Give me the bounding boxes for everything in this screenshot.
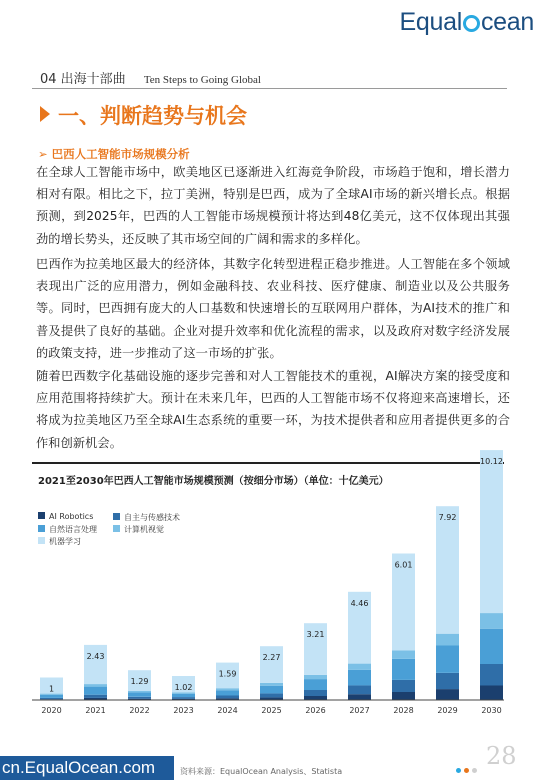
data-label: 1: [48, 684, 55, 694]
bar-segment: [172, 694, 195, 697]
bar-segment: [84, 687, 107, 695]
x-tick-label: 2022: [129, 706, 150, 715]
footer-source: 资料来源：EqualOcean Analysis、Statista: [180, 767, 343, 776]
footer-site-link[interactable]: cn.EqualOcean.com: [0, 756, 174, 780]
bar-segment: [392, 692, 415, 700]
legend-item-autonomous-sensing: 自主与传感技术: [113, 512, 180, 523]
bar-segment: [216, 688, 239, 690]
equalocean-logo: Equal cean: [399, 8, 534, 36]
data-label: 1.02: [174, 683, 193, 692]
data-label: 1.59: [218, 669, 237, 679]
bar-segment: [348, 685, 371, 694]
x-tick-label: 2029: [437, 706, 458, 715]
x-tick-label: 2024: [217, 706, 238, 715]
data-label: 7.92: [438, 513, 457, 523]
bar-segment: [436, 689, 459, 700]
bar-segment: [480, 450, 503, 613]
bar-segment: [84, 645, 107, 684]
bar-segment: [260, 646, 283, 683]
bar-segment: [436, 506, 459, 634]
chapter-title: 一、判断趋势与机会: [40, 100, 247, 130]
bar-segment: [128, 691, 151, 692]
bar-segment: [392, 650, 415, 659]
x-tick-label: 2025: [261, 706, 282, 715]
bar-segment: [40, 698, 63, 699]
x-tick-label: 2023: [173, 706, 194, 715]
bar-segment: [260, 693, 283, 697]
legend-item-ai-robotics: AI Robotics: [38, 512, 93, 521]
bar-segment: [348, 694, 371, 700]
legend-item-machine-learning: 机器学习: [38, 536, 81, 547]
bar-segment: [128, 697, 151, 699]
data-label: 1.29: [130, 677, 149, 687]
data-label: 6.01: [394, 560, 413, 570]
bar-segment: [260, 686, 283, 694]
bar-segment: [304, 679, 327, 690]
legend-item-nlp: 自然语言处理: [38, 524, 97, 535]
bar-segment: [304, 675, 327, 679]
dot-icon: [464, 768, 469, 773]
bar-segment: [348, 670, 371, 686]
section-english-title: Ten Steps to Going Global: [143, 74, 261, 86]
data-label: 10.12: [480, 457, 503, 467]
bar-segment: [40, 695, 63, 698]
bar-segment: [128, 692, 151, 696]
data-label: 4.46: [350, 598, 369, 608]
bar-segment: [348, 664, 371, 670]
bar-segment: [480, 629, 503, 664]
bar-segment: [392, 659, 415, 680]
bar-segment: [84, 695, 107, 698]
x-tick-label: 2030: [481, 706, 502, 715]
x-tick-label: 2027: [349, 706, 370, 715]
triangle-bullet-icon: ➢: [38, 147, 52, 161]
bar-segment: [480, 613, 503, 629]
page-number: 28: [486, 742, 517, 770]
data-label: 2.43: [86, 651, 105, 661]
bar-segment: [304, 696, 327, 700]
bar-segment: [40, 694, 63, 695]
bar-segment: [84, 684, 107, 687]
footer-dots: [456, 758, 480, 777]
bar-segment: [436, 673, 459, 689]
x-tick-label: 2020: [41, 706, 62, 715]
dot-icon: [472, 768, 477, 773]
bar-segment: [480, 664, 503, 686]
paragraph-1: 在全球人工智能市场中，欧美地区已逐渐进入红海竞争阶段，市场趋于饱和，增长潜力相对有限。相比之下，拉丁美洲，特别是巴西，成为了全球AI市场的新兴增长点。根据预测，到2025年，巴西的人工智能市场规模预计将达到48亿美元，这不仅体现出其强劲的增长势头，还反映了其市场空间的广阔和需求的多样化。: [36, 165, 510, 246]
bar-segment: [436, 645, 459, 673]
x-tick-label: 2026: [305, 706, 326, 715]
paragraph-3: 随着巴西数字化基础设施的逐步完善和对人工智能技术的重视，AI解决方案的接受度和应用范围将持续扩大。预计在未来几年，巴西的人工智能市场不仅将迎来高速增长，还将成为拉美地区乃至全球AI生态系统的重要一环，为技术提供者和应用者提供更多的合作和创新机会。: [36, 369, 510, 450]
legend-item-computer-vision: 计算机视觉: [113, 524, 164, 535]
section-number-title: 04 出海十部曲: [40, 72, 126, 87]
bar-segment: [172, 692, 195, 693]
bar-segment: [216, 690, 239, 695]
data-label: 2.27: [262, 653, 281, 663]
dot-icon: [456, 768, 461, 773]
bar-segment: [260, 683, 283, 686]
data-label: 3.21: [306, 630, 325, 640]
bar-segment: [216, 696, 239, 699]
x-tick-label: 2021: [85, 706, 106, 715]
subheading: ➢ 巴西人工智能市场规模分析: [38, 147, 190, 161]
bar-segment: [304, 690, 327, 696]
bar-segment: [172, 697, 195, 699]
bar-segment: [480, 686, 503, 701]
x-tick-label: 2028: [393, 706, 414, 715]
bar-segment: [436, 634, 459, 646]
paragraph-2: 巴西作为拉美地区最大的经济体，其数字化转型进程正稳步推进。人工智能在多个领域表现出广泛的应用潜力，例如金融科技、农业科技、医疗健康、制造业以及公共服务等。同时，巴西拥有庞大的人口基数和快速增长的互联网用户群体，为AI技术的推广和普及提供了良好的基础。企业对提升效率和优化流程的需求，以及政府对数字经济发展的政策支持，进一步推动了这一市场的扩张。: [36, 257, 510, 360]
bar-segment: [392, 680, 415, 692]
chart-title: 2021至2030年巴西人工智能市场规模预测（按细分市场）（单位：十亿美元）: [38, 476, 389, 487]
